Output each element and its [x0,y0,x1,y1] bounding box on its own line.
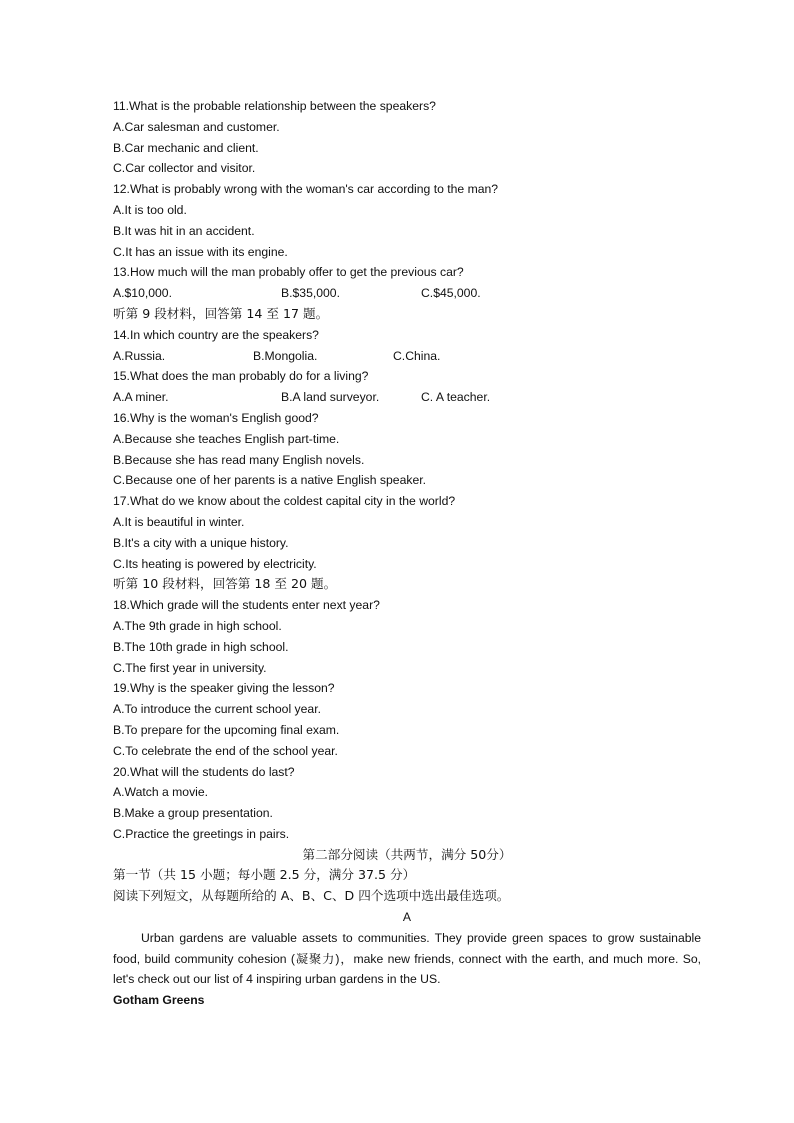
option-a: A.Russia. [113,348,166,363]
option-c: C.Its heating is powered by electricity. [113,556,317,571]
option-a: A.Watch a movie. [113,785,209,800]
question-stem: 15.What does the man probably do for a living? [113,369,369,384]
option-a: A.The 9th grade in high school. [113,618,282,633]
option-b: B.To prepare for the upcoming final exam. [113,722,340,737]
question-stem: 20.What will the students do last? [113,764,295,779]
section-heading: 听第 10 段材料，回答第 18 至 20 题。 [113,576,337,592]
part-title: 第二部分阅读（共两节，满分 50分） [302,846,512,862]
page-content [113,96,701,1011]
option-c: C.Because one of her parents is a native English speaker. [113,473,427,488]
question-stem: 19.Why is the speaker giving the lesson? [113,681,335,696]
option-c: C.Practice the greetings in pairs. [113,826,290,841]
option-a: A.It is beautiful in winter. [113,514,245,529]
inline-options [113,346,701,367]
passage-letter: A [402,910,412,925]
option-a: A.It is too old. [113,202,187,217]
instructions: 阅读下列短文，从每题所给的 A、B、C、D 四个选项中选出最佳选项。 [113,888,510,904]
option-b: B.It was hit in an accident. [113,223,255,238]
inline-options [113,387,701,408]
passage-paragraph: Urban gardens are valuable assets to communities. They provide green spaces to grow sustainable food, build community cohesion (凝聚力)，make new friends, connect with the earth, and much more. So, let's check out our list of 4 inspiring urban gardens in the US. [113,930,701,987]
option-b: B.$35,000. [281,286,340,301]
section-heading: 听第 9 段材料，回答第 14 至 17 题。 [113,305,329,321]
question-stem: 17.What do we know about the coldest capital city in the world? [113,494,456,509]
section-title: 第一节（共 15 小题；每小题 2.5 分，满分 37.5 分） [113,867,416,883]
option-a: A.A miner. [113,390,169,405]
inline-options [113,283,701,304]
question-stem: 12.What is probably wrong with the woman's car according to the man? [113,182,499,197]
option-b: B.The 10th grade in high school. [113,639,289,654]
question-stem: 11.What is the probable relationship between the speakers? [113,99,436,113]
passage-subheading: Gotham Greens [113,993,205,1008]
option-b: B.Because she has read many English novels. [113,452,365,467]
option-c: C.China. [393,348,441,363]
option-b: B.Mongolia. [253,348,318,363]
option-c: C. A teacher. [421,390,491,405]
option-c: C.To celebrate the end of the school year. [113,743,338,758]
option-c: C.It has an issue with its engine. [113,244,288,259]
option-a: A.To introduce the current school year. [113,702,321,717]
option-c: C.The first year in university. [113,660,267,675]
question-stem: 16.Why is the woman's English good? [113,410,319,425]
option-b: B.A land surveyor. [281,390,380,405]
question-stem: 18.Which grade will the students enter next year? [113,598,380,613]
option-b: B.Make a group presentation. [113,806,273,821]
question-stem: 13.How much will the man probably offer to get the previous car? [113,265,464,280]
option-a: A.$10,000. [113,286,172,301]
option-b: B.Car mechanic and client. [113,140,259,155]
option-b: B.It's a city with a unique history. [113,535,289,550]
option-a: A.Car salesman and customer. [113,119,280,134]
option-c: C.$45,000. [421,286,481,301]
option-c: C.Car collector and visitor. [113,161,256,176]
question-stem: 14.In which country are the speakers? [113,327,319,342]
option-a: A.Because she teaches English part-time. [113,431,340,446]
